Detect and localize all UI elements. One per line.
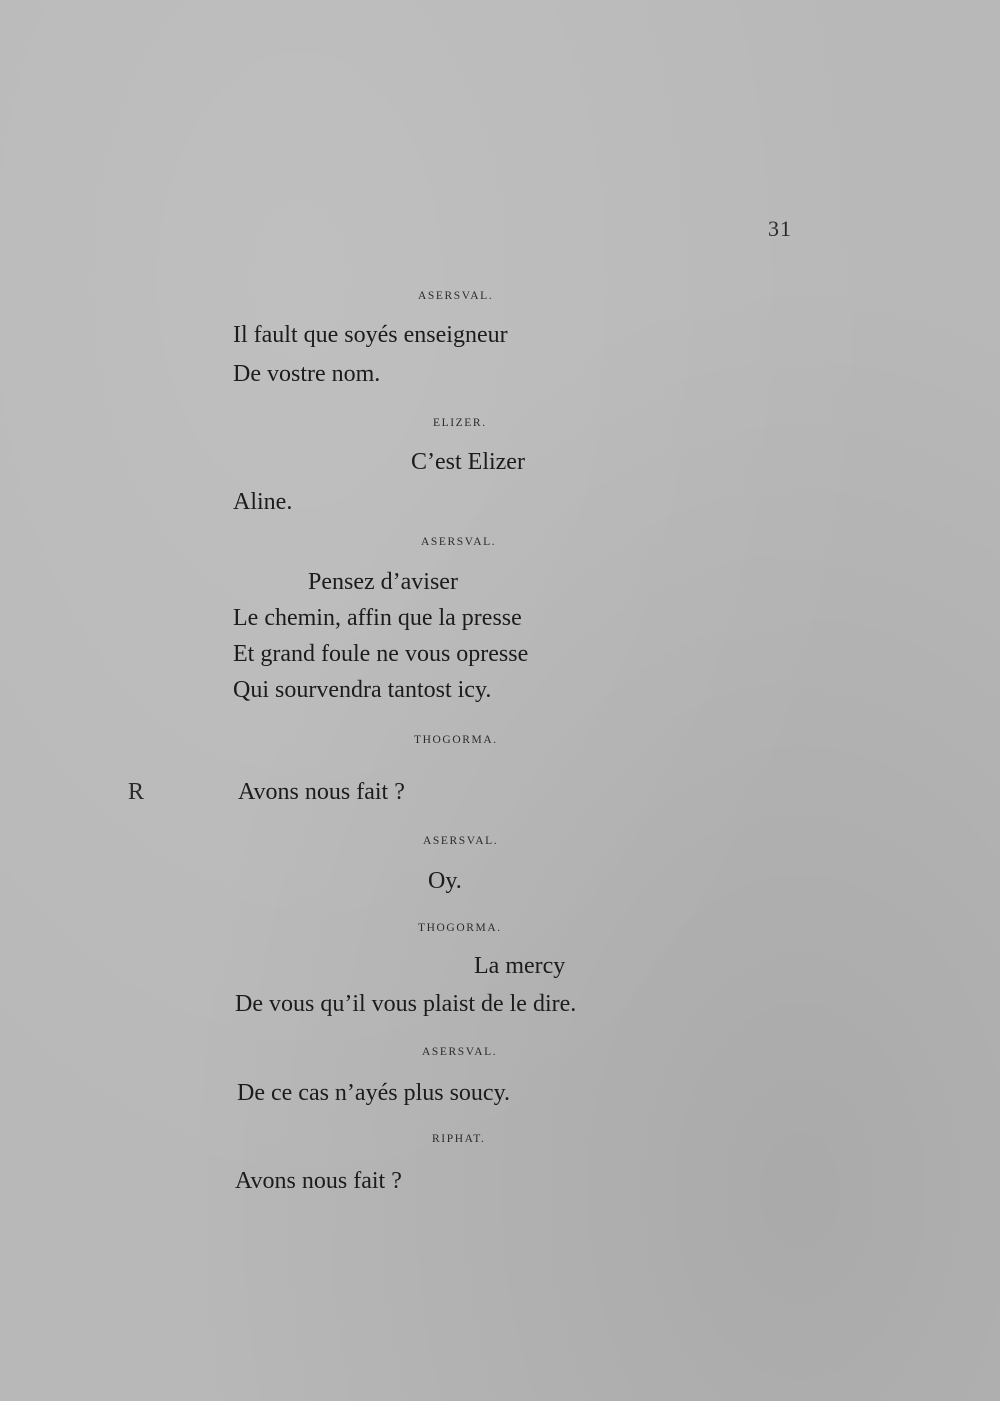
speaker-name: ELIZER. [433,417,487,429]
verse-line: Pensez d’aviser [308,569,458,595]
verse-line: Avons nous fait ? [235,1168,402,1194]
verse-line: De vous qu’il vous plaist de le dire. [235,991,577,1017]
verse-line: Le chemin, affin que la presse [233,605,522,631]
speaker-name: ASERSVAL. [423,835,499,847]
verse-line: Et grand foule ne vous opresse [233,641,529,667]
speaker-name: RIPHAT. [432,1133,486,1145]
verse-line: Il fault que soyés enseigneur [233,322,508,348]
speaker-name: ASERSVAL. [418,290,494,302]
verse-line: Avons nous fait ? [238,779,405,805]
speaker-name: ASERSVAL. [422,1046,498,1058]
verse-line: De vostre nom. [233,361,381,387]
verse-line: C’est Elizer [411,449,525,475]
verse-line: Oy. [428,868,462,894]
verse-line: De ce cas n’ayés plus soucy. [237,1080,511,1106]
page-number: 31 [768,216,792,241]
verse-line: Qui sourvendra tantost icy. [233,677,492,703]
speaker-name: ASERSVAL. [421,536,497,548]
verse-line: La mercy [474,953,566,979]
speaker-name: THOGORMA. [414,734,498,746]
speaker-name: THOGORMA. [418,922,502,934]
verse-line: Aline. [233,489,293,515]
margin-mark: R [128,779,145,805]
